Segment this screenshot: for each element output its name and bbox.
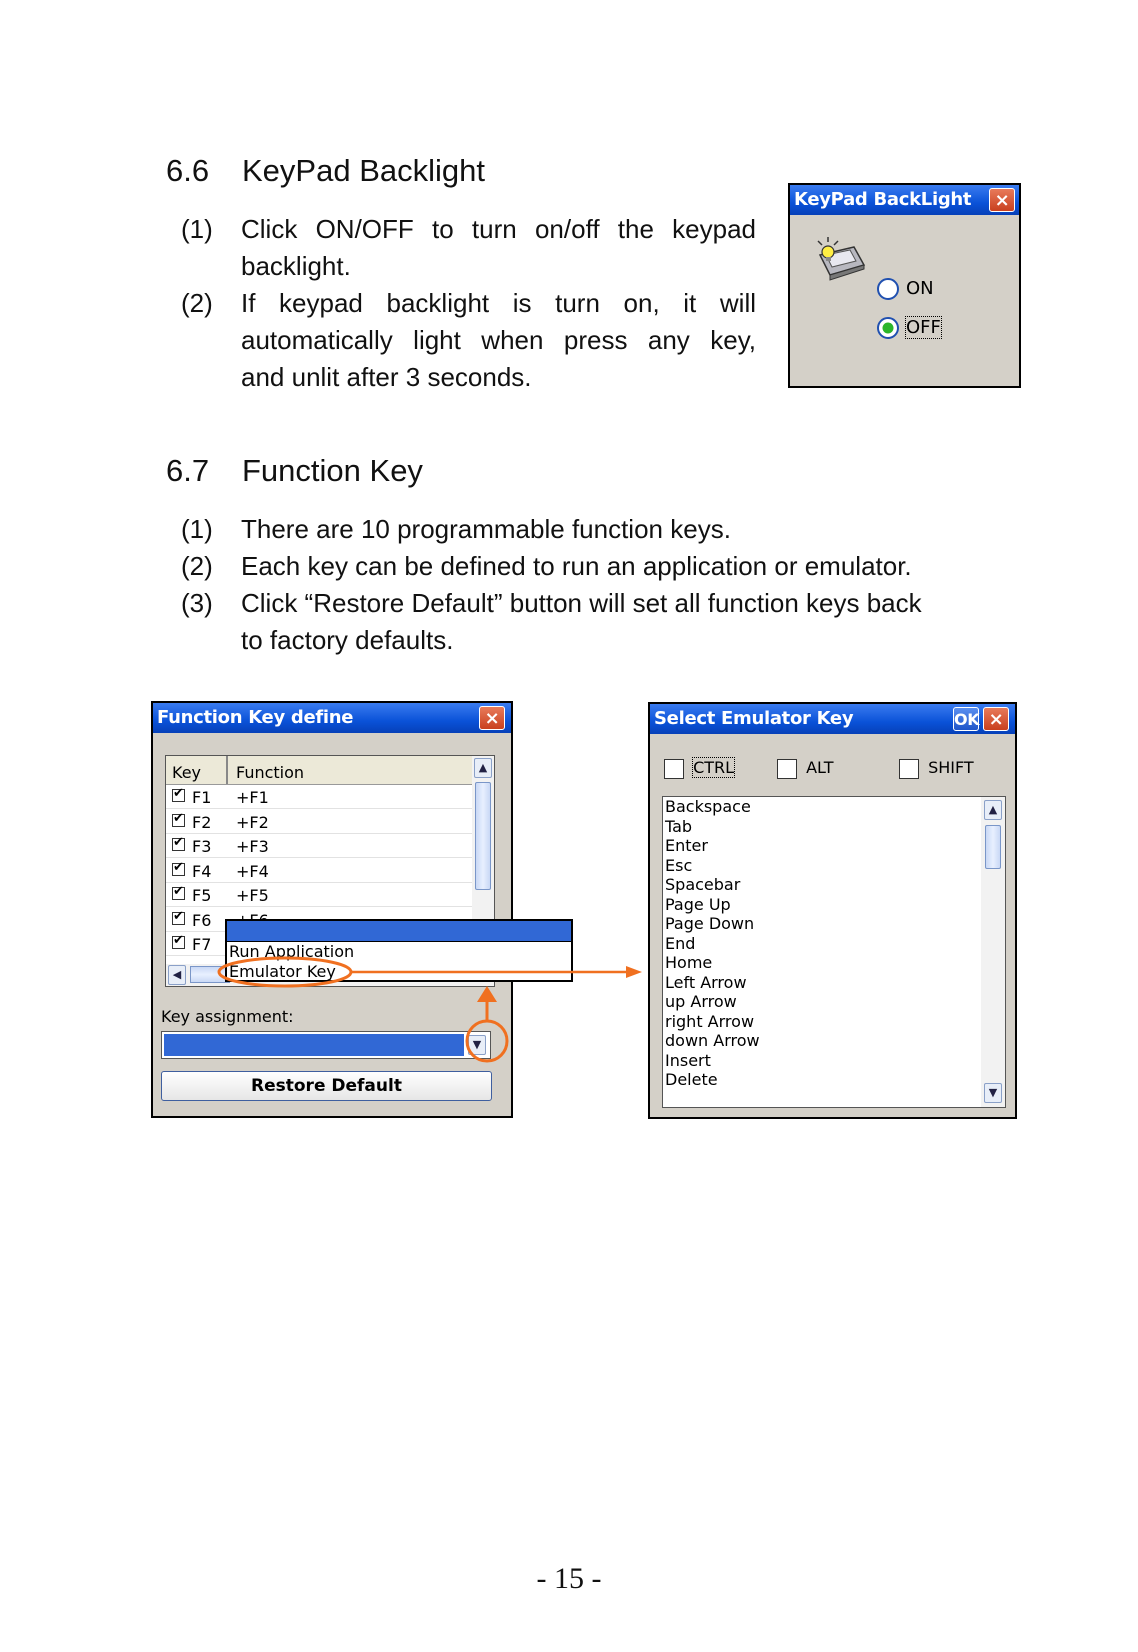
section-number: 6.7	[166, 453, 210, 488]
shift-label: SHIFT	[928, 758, 974, 777]
section-title: Function Key	[242, 453, 423, 488]
dropdown-button-highlight	[467, 1021, 507, 1061]
chevron-down-icon[interactable]: ▼	[468, 1035, 486, 1055]
item-number: (1)	[181, 514, 213, 544]
item-line: Click ON/OFF to turn on/off the keypad	[241, 214, 756, 244]
section-title: KeyPad Backlight	[242, 153, 485, 188]
list-item[interactable]: right Arrow	[665, 1011, 755, 1031]
radio-off-label: OFF	[906, 317, 941, 338]
dropdown-option-run-application[interactable]: Run Application	[229, 942, 355, 961]
list-item[interactable]: Page Up	[665, 894, 731, 914]
emulator-key-highlight	[219, 958, 351, 986]
item-line: Each key can be defined to run an application or emulator.	[241, 551, 912, 581]
scroll-left-icon[interactable]: ◀	[168, 965, 186, 985]
dialog-title: Select Emulator Key	[654, 708, 854, 729]
row-key: F4	[192, 861, 212, 881]
scroll-down-icon[interactable]: ▼	[984, 1083, 1002, 1103]
item-line: Click “Restore Default” button will set all function keys back	[241, 588, 922, 618]
row-key: F6	[192, 910, 212, 930]
list-item[interactable]: Page Down	[665, 914, 755, 933]
item-number: (1)	[181, 214, 213, 244]
alt-label: ALT	[806, 758, 834, 777]
key-assignment-label: Key assignment:	[161, 1007, 294, 1026]
radio-on-label: ON	[906, 278, 934, 299]
row-key: F2	[192, 812, 212, 832]
item-line: to factory defaults.	[241, 625, 454, 655]
row-key: F7	[192, 935, 212, 954]
item-line: There are 10 programmable function keys.	[241, 514, 731, 544]
close-button[interactable]: ×	[479, 706, 505, 730]
list-item[interactable]: End	[665, 933, 696, 953]
dialog-title: Function Key define	[157, 707, 354, 728]
item-line: backlight.	[241, 251, 351, 281]
ctrl-label: CTRL	[693, 758, 735, 777]
item-number: (2)	[181, 551, 213, 581]
arrow-right-icon	[626, 966, 642, 978]
row-function: +F1	[236, 788, 269, 807]
list-item[interactable]: Spacebar	[665, 875, 741, 894]
ok-button[interactable]: OK	[953, 707, 979, 731]
restore-default-button[interactable]: Restore Default	[161, 1071, 492, 1101]
row-function: +F2	[236, 812, 269, 832]
row-function: +F5	[236, 886, 269, 905]
list-item[interactable]: Tab	[665, 816, 693, 836]
row-key: F1	[192, 788, 212, 807]
list-item[interactable]: up Arrow	[665, 992, 737, 1011]
section-number: 6.6	[166, 153, 210, 188]
list-item[interactable]: Delete	[665, 1070, 718, 1089]
item-number: (3)	[181, 588, 213, 618]
close-button[interactable]: ×	[989, 188, 1015, 212]
dialog-title: KeyPad BackLight	[794, 189, 972, 210]
item-line: and unlit after 3 seconds.	[241, 362, 532, 392]
column-function[interactable]: Function	[236, 763, 305, 782]
item-line: automatically light when press any key,	[241, 325, 756, 355]
page-number: - 15 -	[536, 1562, 602, 1595]
list-item[interactable]: Home	[665, 953, 713, 972]
list-item[interactable]: down Arrow	[665, 1031, 760, 1050]
item-number: (2)	[181, 288, 213, 318]
dropdown-option-emulator-key[interactable]: Emulator Key	[229, 962, 336, 981]
item-line: If keypad backlight is turn on, it will	[241, 288, 756, 318]
close-button[interactable]: ×	[983, 707, 1009, 731]
row-key: F3	[192, 837, 212, 856]
row-key: F5	[192, 886, 212, 905]
scroll-up-icon[interactable]: ▲	[984, 800, 1002, 820]
list-item[interactable]: Insert	[665, 1050, 711, 1070]
column-key[interactable]: Key	[166, 756, 228, 784]
scroll-up-icon[interactable]: ▲	[474, 758, 492, 778]
arrow-up-icon	[477, 986, 497, 1002]
list-item[interactable]: Left Arrow	[665, 972, 747, 992]
row-function: +F4	[236, 861, 269, 881]
list-item[interactable]: Esc	[665, 855, 693, 875]
list-item[interactable]: Backspace	[665, 797, 751, 816]
row-function: +F3	[236, 837, 269, 856]
list-item[interactable]: Enter	[665, 836, 708, 855]
